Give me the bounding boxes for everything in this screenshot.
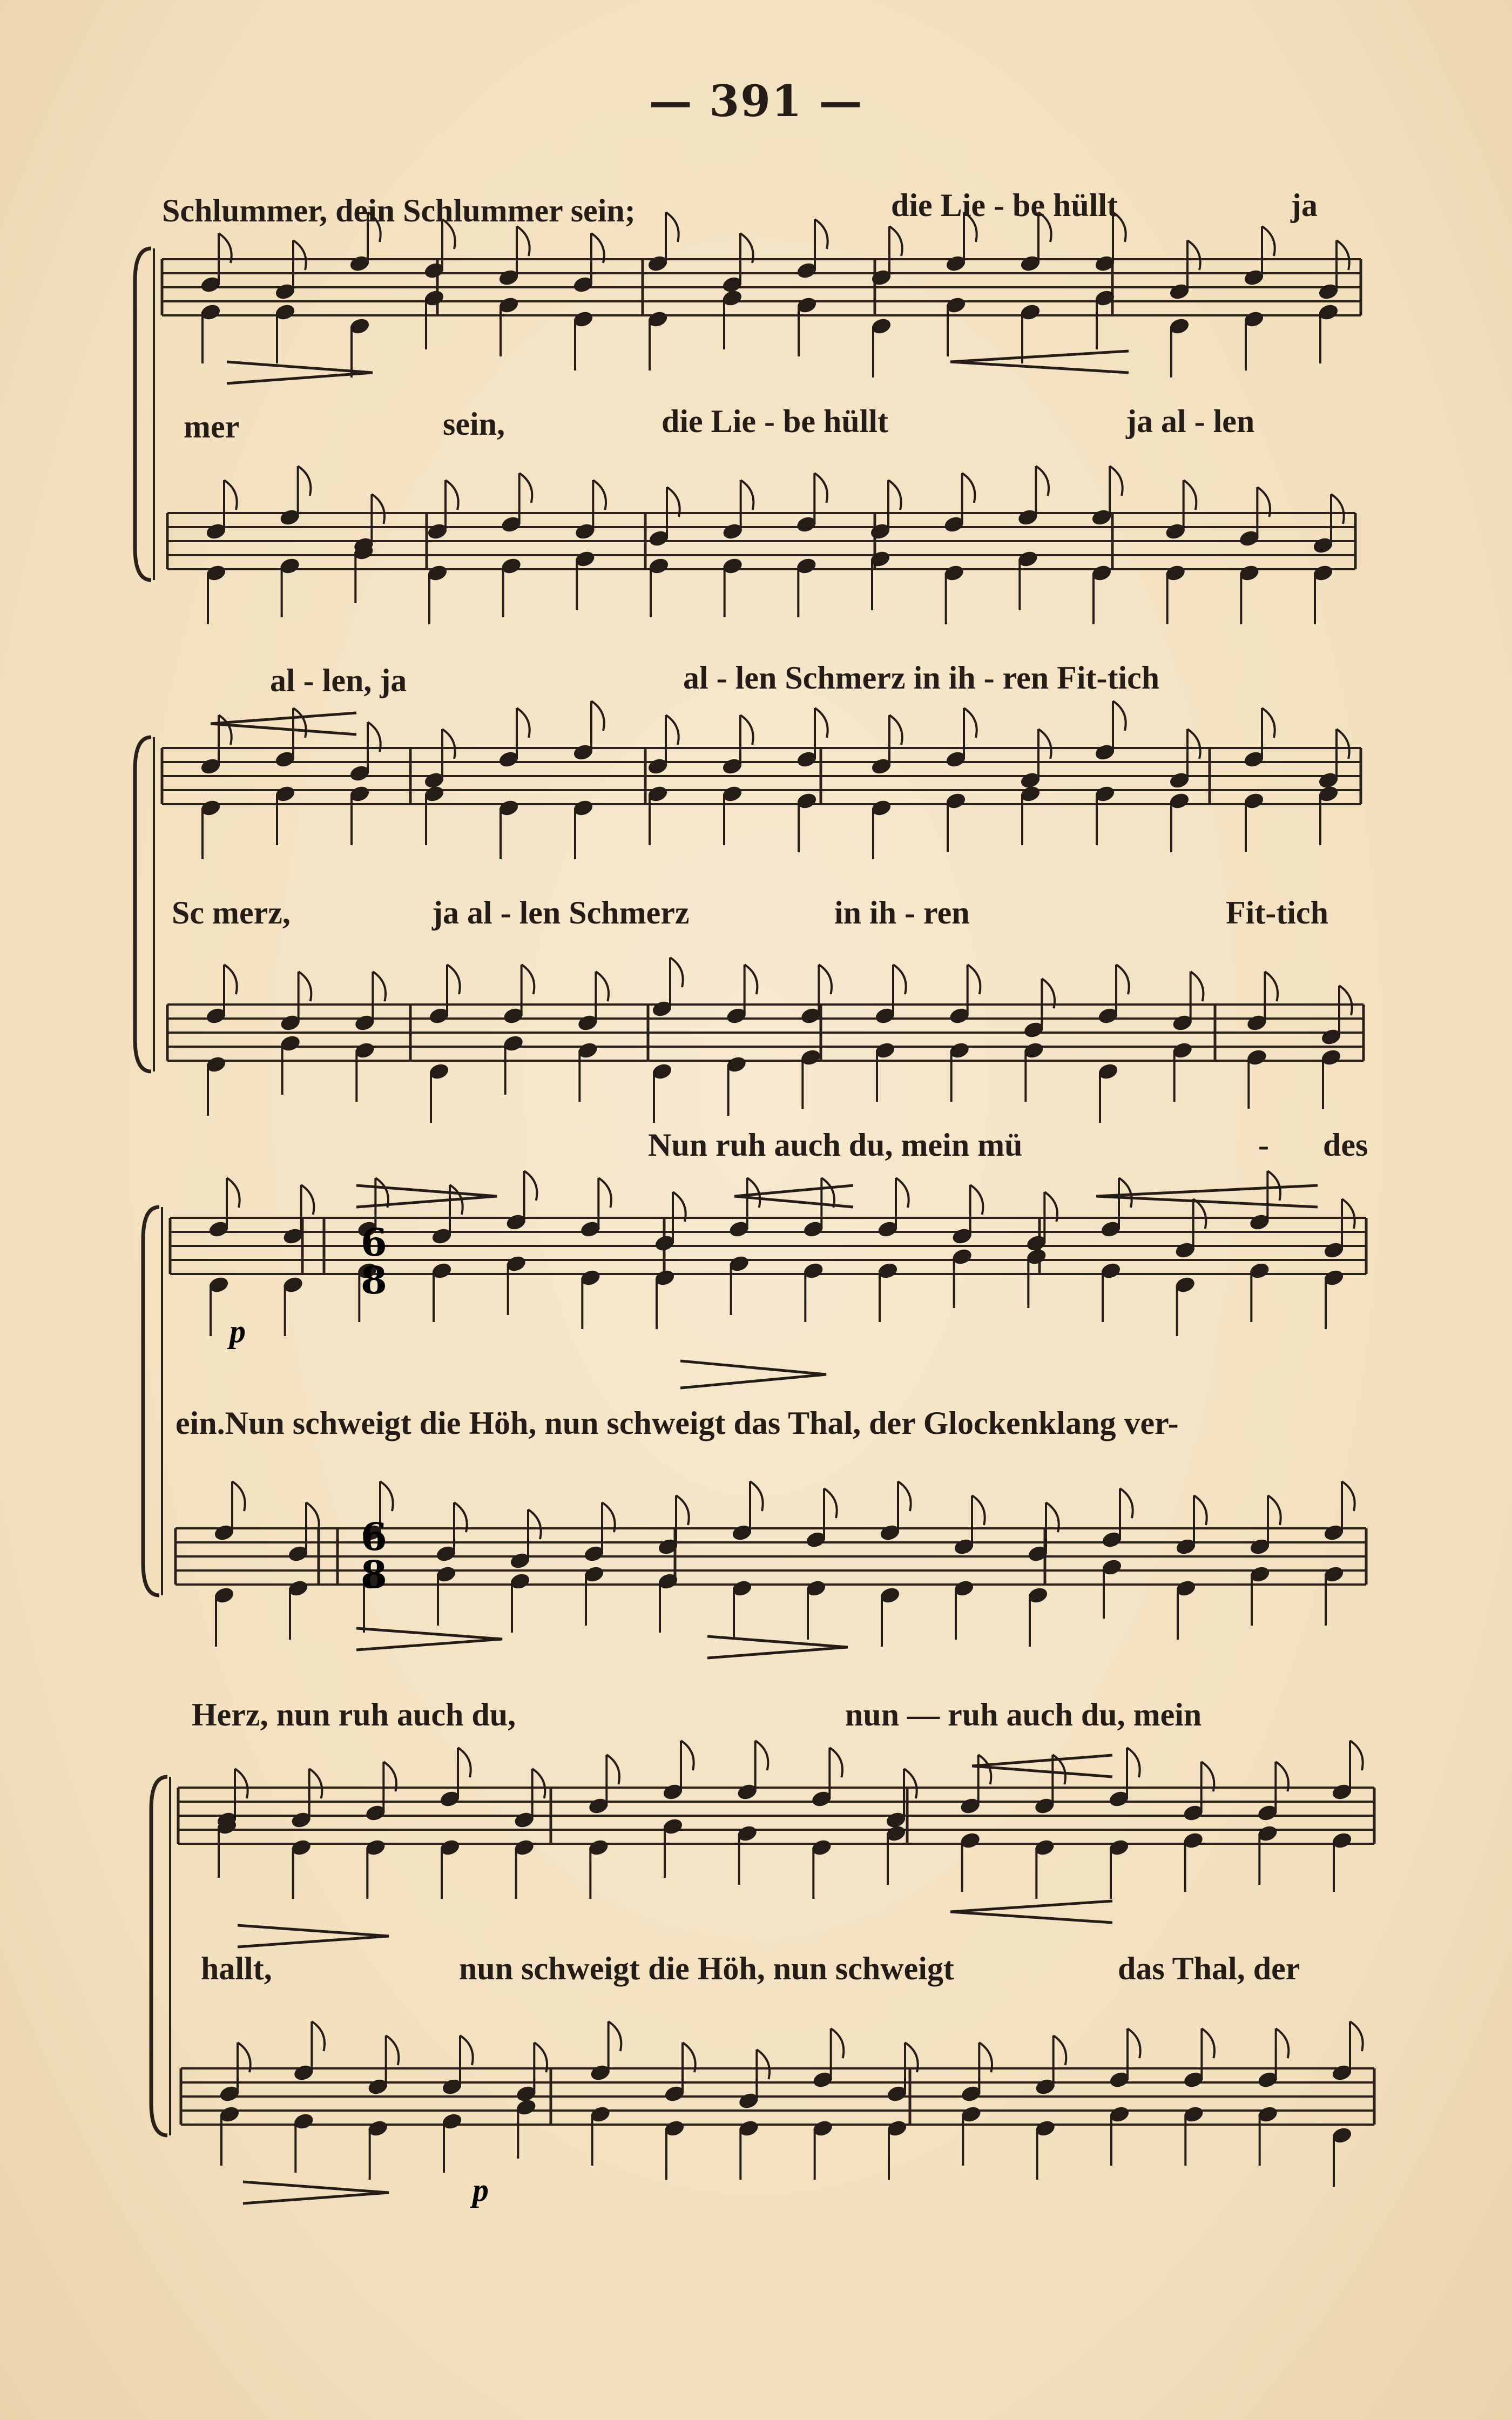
note-flag [757,2050,770,2079]
note-flag [1342,1481,1355,1511]
note-flag [1187,729,1200,759]
lyric-system-3-lower-a: ein.Nun schweigt die Höh, nun schweigt das Thal, der Glockenklang ver- [176,1405,1179,1441]
note-flag [670,958,683,987]
note-flag [962,473,975,503]
note-flag [299,972,312,1001]
note-flag [740,715,753,745]
note-flag [824,1488,837,1518]
note-flag [519,473,532,503]
system-bracket-4 [151,1777,170,2135]
note-flag [666,212,679,242]
note-flag [312,2021,325,2051]
lyric-system-3-upper-a: Nun ruh auch du, mein mü [648,1127,1023,1163]
note-flag [293,240,306,270]
note-flag [522,965,535,994]
note-flag [1127,1748,1140,1777]
note-flag [964,708,977,738]
svg-text:8: 8 [361,1552,387,1597]
lyric-system-2-lower-a: Sc merz, [172,895,291,931]
note-flag [750,1481,763,1511]
staff-2 [167,513,1355,569]
note-flag [889,715,902,745]
note-flag [1187,240,1200,270]
note-flag [1128,2028,1140,2058]
note-flag [532,1769,545,1798]
note-flag [681,1741,694,1770]
note-flag [591,701,604,731]
lyric-system-1-lower-a: mer [184,409,240,444]
system-bracket-1 [135,248,154,580]
lyric-system-2-lower-b: ja al - len Schmerz [432,895,690,931]
note-flag [593,480,606,510]
bracket [135,248,151,580]
lyric-system-4-upper-b: nun — ruh auch du, mein [845,1697,1202,1733]
note-flag [1119,1178,1132,1208]
note-flag [442,729,455,759]
note-flag [460,2035,473,2065]
note-flag [606,1755,619,1784]
lyric-system-1-upper-a: Schlummer, dein Schlummer sein; [162,193,636,228]
bracket [135,737,151,1071]
note-flag [889,226,902,256]
note-flag [224,965,237,994]
note-flag [1036,466,1049,496]
note-flag [1113,701,1126,731]
svg-text:6: 6 [361,1220,387,1265]
note-flag [1194,1495,1207,1525]
note-flag [1265,972,1278,1001]
note-flag [386,2035,399,2065]
note-flag [232,1481,245,1511]
note-flag [1268,1495,1281,1525]
svg-text:6: 6 [361,1514,387,1559]
note-flag [829,1748,842,1777]
note-flag [1120,1488,1133,1518]
note-flag [814,473,827,503]
note-flag [1262,708,1275,738]
note-flag [375,1178,388,1208]
note-flag [368,212,381,242]
note-flag [293,708,306,738]
lyric-system-1-lower-d: ja al - len [1126,403,1255,439]
note-flag [517,708,530,738]
note-flag [741,480,754,510]
note-flag [596,972,609,1001]
note-flag [815,708,828,738]
note-flag [1262,226,1275,256]
lyric-system-4-upper-a: Herz, nun ruh auch du, [192,1697,516,1733]
system-braces [135,248,170,2135]
system-bracket-2 [135,737,154,1071]
note-flag [235,1769,248,1798]
note-flag [446,480,458,510]
note-flag [968,965,981,994]
note-flag [528,1509,541,1539]
note-flag [888,480,901,510]
dynamic-marking: p [473,2172,489,2208]
svg-text:8: 8 [361,1258,387,1303]
note-flag [1202,2028,1214,2058]
lyric-system-1-lower-c: die Lie - be hüllt [662,403,889,439]
note-flag [1038,729,1051,759]
note-flag [524,1171,537,1201]
note-flag [380,1481,393,1511]
note-flag [745,965,758,994]
note-flag [517,226,530,256]
note-flag [1331,494,1344,524]
lyric-system-3-upper-b: - [1258,1127,1269,1163]
note-flag [964,212,977,242]
time-signature-upper [361,1220,387,1303]
note-flag [676,1495,689,1525]
note-flag [893,965,906,994]
lyric-system-4-lower-b: nun schweigt die Höh, nun schweigt [459,1951,954,1986]
note-flag [831,2028,844,2058]
note-flag [309,1769,322,1798]
note-flag [970,1185,983,1215]
note-flag [1193,1199,1206,1229]
note-flag [819,965,832,994]
note-flag [1342,1199,1355,1229]
system-bracket-3 [143,1207,162,1595]
staff-6 [176,1528,1366,1585]
note-flag [747,1178,760,1208]
note-flag [1191,972,1204,1001]
note-flag [1336,729,1349,759]
note-flag [1350,1741,1363,1770]
note-flag [1276,2028,1289,2058]
note-flag [442,219,455,249]
note-flag [978,1755,991,1784]
lyric-system-3-upper-c: des [1323,1127,1368,1163]
lyric-system-4-lower-c: das Thal, der [1118,1951,1300,1986]
note-flag [372,494,384,524]
note-flag [609,2021,622,2051]
note-flag [1336,240,1349,270]
note-flag [227,1178,240,1208]
note-flag [1110,466,1123,496]
note-flag [972,1495,985,1525]
note-flag [373,972,386,1001]
note-flag [896,1178,909,1208]
note-flag [219,715,232,745]
note-flag [898,1481,911,1511]
lyric-system-2-upper-b: al - len Schmerz in ih - ren Fit-tich [683,660,1160,696]
note-flag [1350,2021,1363,2051]
lyric-system-2-lower-d: Fit-tich [1226,895,1328,931]
lyric-system-1-upper-b: die Lie - be hüllt [891,187,1118,223]
bracket [143,1207,159,1595]
lyric-system-1-upper-c: ja [1291,187,1318,223]
note-flag [447,965,460,994]
note-flag [224,480,237,510]
note-flag [298,466,311,496]
note-flag [1113,212,1126,242]
note-flag [1116,965,1129,994]
note-flag [301,1185,314,1215]
lyric-system-1-lower-b: sein, [443,406,505,442]
note-flag [1267,1171,1280,1201]
note-flag [1184,480,1197,510]
note-flag [1339,986,1352,1015]
lyric-system-4-lower-a: hallt, [201,1951,272,1986]
note-flag [666,715,679,745]
note-flag [755,1741,768,1770]
note-flag [815,219,828,249]
dynamic-marking: p [230,1313,246,1349]
time-signature-lower [361,1514,387,1597]
bracket [151,1777,167,2135]
note-flag [1038,212,1051,242]
note-flag [458,1748,471,1777]
lyric-system-2-lower-c: in ih - ren [834,895,970,931]
lyric-system-2-upper-a: al - len, ja [270,663,407,698]
note-flag [1054,2035,1066,2065]
page-number: — 391 — [649,76,863,126]
note-flag [598,1178,611,1208]
